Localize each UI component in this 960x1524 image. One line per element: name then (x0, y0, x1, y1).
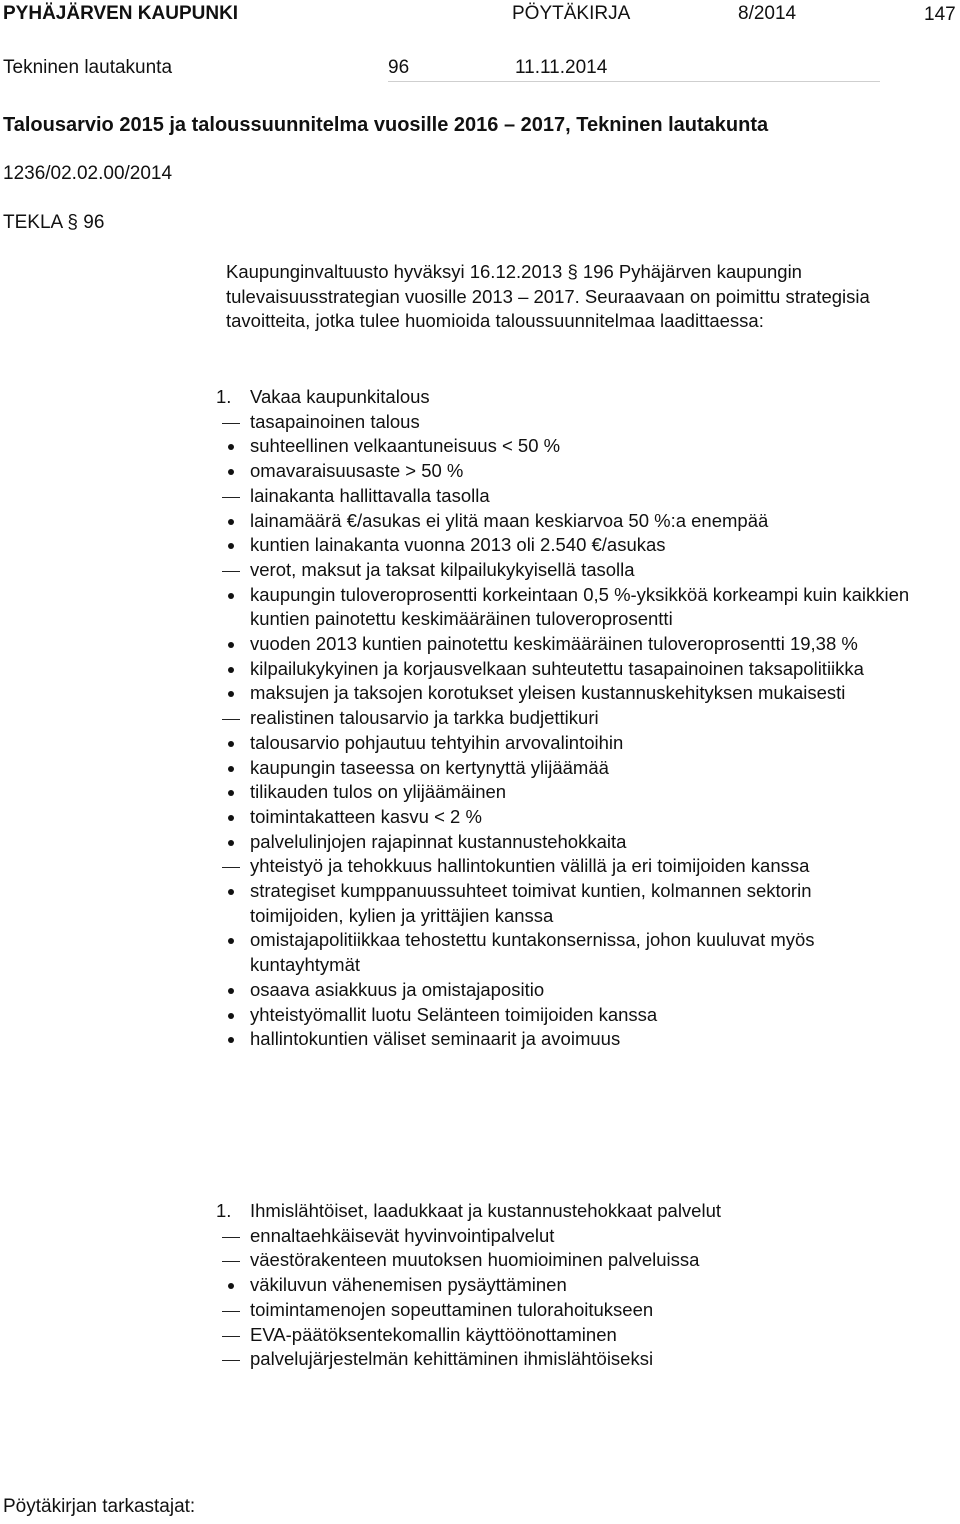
list-item-text: vuoden 2013 kuntien painotettu keskimääräinen tuloveroprosentti 19,38 % (250, 633, 858, 655)
list-item-text: väkiluvun vähenemisen pysäyttäminen (250, 1274, 567, 1296)
list-item-text: Vakaa kaupunkitalous (250, 386, 430, 407)
list-item-text: toimintamenojen sopeuttaminen tulorahoitukseen (250, 1298, 654, 1320)
list-item (210, 657, 910, 682)
list-item (210, 879, 910, 928)
document-number: 8/2014 (738, 3, 797, 24)
list-item (210, 706, 910, 731)
list-item-text: verot, maksut ja taksat kilpailukykyisellä tasolla (250, 558, 635, 580)
list-item (210, 1298, 910, 1323)
strategy-list-1 (210, 385, 910, 1052)
list-item-text: kuntien lainakanta vuonna 2013 oli 2.540 €/asukas (250, 534, 666, 556)
bullet-dot-icon (210, 657, 244, 682)
list-item-text: realistinen talousarvio ja tarkka budjettikuri (250, 707, 599, 729)
list-item (210, 805, 910, 830)
list-item-text: omistajapolitiikkaa tehostettu kuntakonsernissa, johon kuuluvat myös kuntayhtymät (250, 929, 815, 976)
bullet-dot-icon (210, 459, 244, 484)
list-item-text: palvelulinjojen rajapinnat kustannustehokkaita (250, 830, 627, 852)
bullet-dot-icon (210, 928, 244, 953)
list-item (210, 830, 910, 855)
list-item (210, 410, 910, 435)
list-item (210, 756, 910, 781)
strategy-list-2 (210, 1199, 910, 1372)
bullet-dot-icon (210, 583, 244, 608)
bullet-dot-icon (210, 632, 244, 657)
bullet-dash-icon (210, 410, 244, 435)
list-item (210, 509, 910, 534)
list-item (210, 533, 910, 558)
bullet-dot-icon (210, 1273, 244, 1298)
bullet-dash-icon (210, 1347, 244, 1372)
bullet-dot-icon (210, 681, 244, 706)
bullet-dot-icon (210, 731, 244, 756)
list-item (210, 1273, 910, 1298)
board-name: Tekninen lautakunta (3, 57, 173, 78)
bullet-dot-icon (210, 1003, 244, 1028)
list-item-text: maksujen ja taksojen korotukset yleisen kustannuskehityksen mukaisesti (250, 682, 846, 704)
list-item (210, 780, 910, 805)
list-item-text: Ihmislähtöiset, laadukkaat ja kustannustehokkaat palvelut (250, 1200, 722, 1221)
meeting-date: 11.11.2014 (515, 57, 608, 78)
list-item-text: talousarvio pohjautuu tehtyihin arvovalintoihin (250, 731, 624, 753)
paragraph-label: TEKLA § 96 (3, 212, 105, 233)
list-item (210, 978, 910, 1003)
bullet-dash-icon (210, 1298, 244, 1323)
bullet-dash-icon (210, 1248, 244, 1273)
section-number: 96 (388, 57, 410, 78)
list-item (210, 731, 910, 756)
bullet-dash-icon (210, 854, 244, 879)
bullet-dot-icon (210, 879, 244, 904)
list-number: 1. (216, 1200, 232, 1221)
reference-number: 1236/02.02.00/2014 (3, 163, 173, 184)
list-item-text: tasapainoinen talous (250, 410, 420, 432)
list-item (210, 1248, 910, 1273)
bullet-dot-icon (210, 805, 244, 830)
bullet-dot-icon (210, 434, 244, 459)
list-item-text: kilpailukykyinen ja korjausvelkaan suhteutettu tasapainoinen taksapolitiikka (250, 657, 864, 679)
bullet-dash-icon (210, 706, 244, 731)
list-item-text: tilikauden tulos on ylijäämäinen (250, 781, 507, 803)
document-title: Talousarvio 2015 ja taloussuunnitelma vuosille 2016 – 2017, Tekninen lautakunta (3, 114, 769, 136)
list-item-text: strategiset kumppanuussuhteet toimivat kuntien, kolmannen sektorin toimijoiden, kylien ja yrittäjien kanssa (250, 880, 812, 926)
list-number: 1. (216, 386, 232, 407)
list-item (210, 1027, 910, 1052)
list-item (210, 854, 910, 879)
bullet-dot-icon (210, 509, 244, 534)
list-item-text: kaupungin tuloveroprosentti korkeintaan 0,5 %-yksikköä korkeampi kuin kaikkien kuntien painotettu keskimääräinen tuloveroprosentti (250, 583, 910, 630)
list-item (210, 434, 910, 459)
list-item-text: yhteistyö ja tehokkuus hallintokuntien välillä ja eri toimijoiden kanssa (250, 855, 810, 877)
bullet-dash-icon (210, 484, 244, 509)
bullet-dot-icon (210, 830, 244, 855)
bullet-dot-icon (210, 533, 244, 558)
list-item-text: hallintokuntien väliset seminaarit ja avoimuus (250, 1028, 621, 1050)
list-item (210, 1003, 910, 1028)
bullet-dash-icon (210, 1323, 244, 1348)
list-item (210, 1347, 910, 1372)
list-item-text: väestörakenteen muutoksen huomioiminen palveluissa (250, 1249, 700, 1271)
list-item (210, 583, 910, 632)
list-item-text: palvelujärjestelmän kehittäminen ihmislähtöiseksi (250, 1348, 654, 1370)
list-item-text: suhteellinen velkaantuneisuus < 50 % (250, 435, 561, 457)
list-item-text: ennaltaehkäisevät hyvinvointipalvelut (250, 1224, 555, 1246)
list-item-text: EVA-päätöksentekomallin käyttöönottaminen (250, 1323, 617, 1345)
bullet-dot-icon (210, 780, 244, 805)
list-item (210, 558, 910, 583)
list-item-text: omavaraisuusaste > 50 % (250, 460, 464, 482)
list-item-text: osaava asiakkuus ja omistajapositio (250, 978, 545, 1000)
city-name: PYHÄJÄRVEN KAUPUNKI (3, 3, 239, 24)
intro-paragraph: Kaupunginvaltuusto hyväksyi 16.12.2013 § 196 Pyhäjärven kaupungin tulevaisuusstrategian vuosille 2013 – 2017. Seuraavaan on poimittu strategisia tavoitteita, jotka tulee huomioida taloussuunnitelmaa laadittaessa: (226, 261, 870, 331)
bullet-dot-icon (210, 978, 244, 1003)
bullet-dash-icon (210, 558, 244, 583)
list-heading (210, 385, 910, 410)
bullet-dot-icon (210, 1027, 244, 1052)
list-item (210, 928, 910, 977)
list-item-text: yhteistyömallit luotu Selänteen toimijoiden kanssa (250, 1003, 658, 1025)
list-item (210, 632, 910, 657)
list-item (210, 484, 910, 509)
page-number: 147 (924, 4, 956, 25)
footer-label: Pöytäkirjan tarkastajat: (3, 1496, 196, 1517)
document-type: PÖYTÄKIRJA (512, 3, 631, 24)
list-item-text: toimintakatteen kasvu < 2 % (250, 805, 482, 827)
header-divider (388, 81, 880, 82)
bullet-dot-icon (210, 756, 244, 781)
list-item (210, 1323, 910, 1348)
list-item-text: lainakanta hallittavalla tasolla (250, 484, 490, 506)
bullet-dash-icon (210, 1224, 244, 1249)
list-item (210, 681, 910, 706)
list-heading (210, 1199, 910, 1224)
list-item (210, 459, 910, 484)
list-item-text: lainamäärä €/asukas ei ylitä maan keskiarvoa 50 %:a enempää (250, 509, 769, 531)
list-item-text: kaupungin taseessa on kertynyttä ylijäämää (250, 756, 609, 778)
list-item (210, 1224, 910, 1249)
